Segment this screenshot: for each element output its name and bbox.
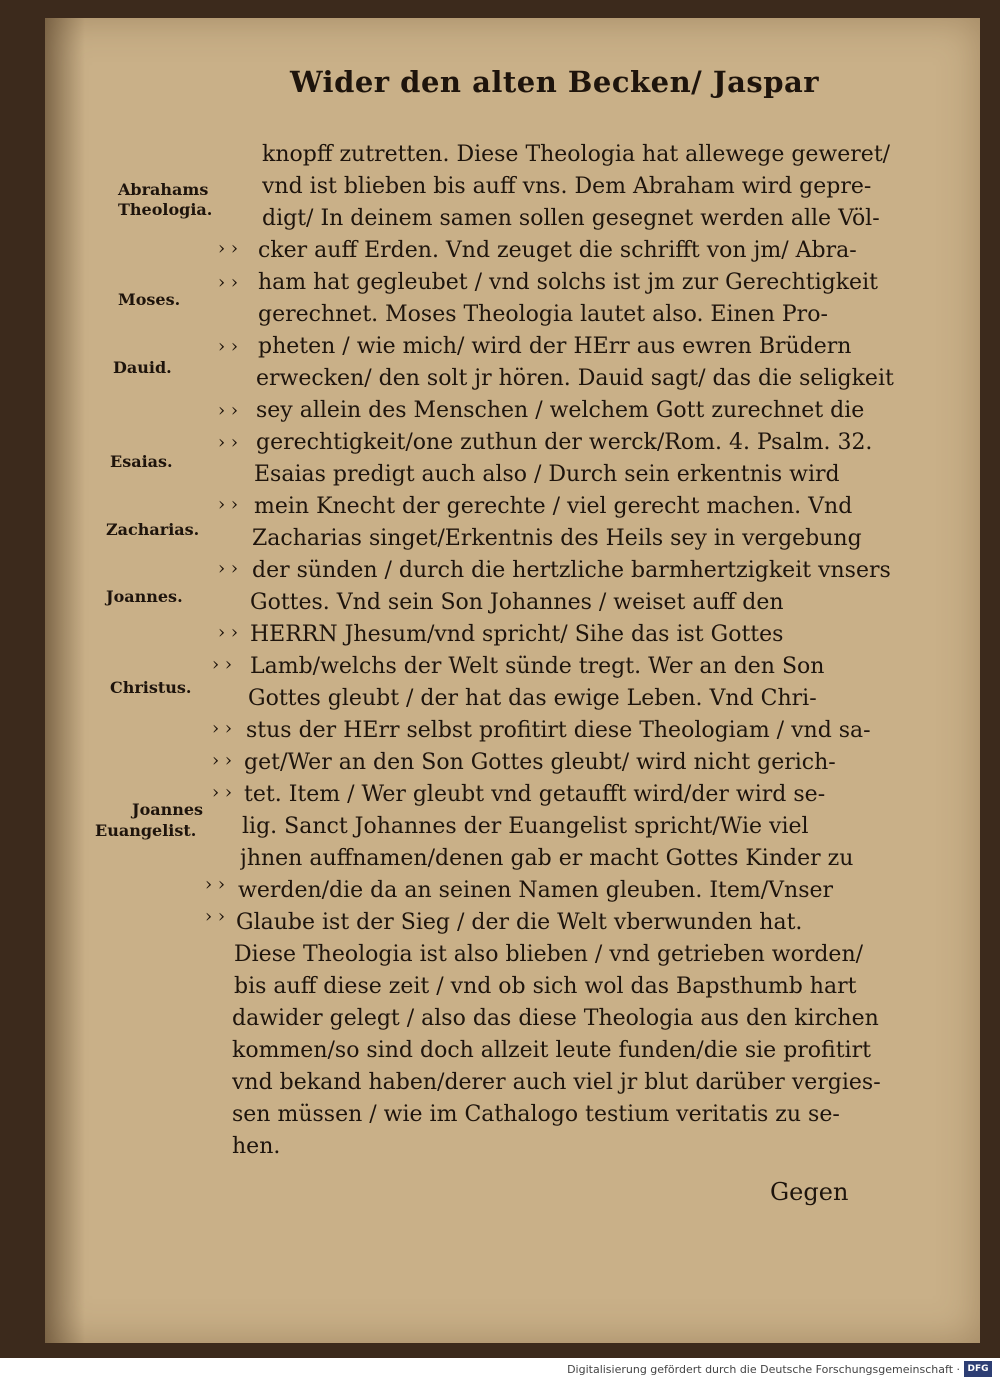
text-line: Diese Theologia ist also blieben / vnd getrieben worden/ — [234, 942, 864, 967]
text-line: sey allein des Menschen / welchem Gott zurechnet die — [256, 398, 865, 423]
dfg-logo-icon: DFG — [964, 1361, 992, 1377]
margin-note-joannes-2: Joannes — [132, 800, 204, 819]
text-line: HERRN Jhesum/vnd spricht/ Sihe das ist Gottes — [250, 622, 784, 647]
spine-shadow — [45, 18, 85, 1343]
text-line: der sünden / durch die hertzliche barmhertzigkeit vnsers — [252, 558, 891, 583]
text-line: ham hat gegleubet / vnd solchs ist jm zur Gerechtigkeit — [258, 270, 878, 295]
margin-note-euangelist: Euangelist. — [95, 821, 197, 840]
text-line: knopff zutretten. Diese Theologia hat allewege geweret/ — [262, 142, 891, 167]
margin-note-esaias: Esaias. — [110, 452, 173, 471]
text-line: stus der HErr selbst profitirt diese Theologiam / vnd sa- — [246, 718, 871, 743]
text-line: vnd ist blieben bis auff vns. Dem Abraham wird gepre- — [262, 174, 872, 199]
catchword: Gegen — [770, 1178, 849, 1206]
text-line: werden/die da an seinen Namen gleuben. Item/Vnser — [238, 878, 834, 903]
text-line: Esaias predigt auch also / Durch sein erkentnis wird — [254, 462, 840, 487]
text-line: Lamb/welchs der Welt sünde tregt. Wer an den Son — [250, 654, 825, 679]
running-head: Wider den alten Becken/ Jaspar — [290, 65, 820, 99]
text-line: sen müssen / wie im Cathalogo testium veritatis zu se- — [232, 1102, 840, 1127]
text-line: lig. Sanct Johannes der Euangelist spricht/Wie viel — [242, 814, 809, 839]
quote-mark: › › — [212, 654, 233, 675]
text-line: pheten / wie mich/ wird der HErr aus ewren Brüdern — [258, 334, 852, 359]
quote-mark: › › — [218, 558, 239, 579]
quote-mark: › › — [218, 272, 239, 293]
quote-mark: › › — [218, 494, 239, 515]
margin-note-christus: Christus. — [110, 678, 192, 697]
text-line: bis auff diese zeit / vnd ob sich wol das Bapsthumb hart — [234, 974, 857, 999]
text-line: Glaube ist der Sieg / der die Welt vberwunden hat. — [236, 910, 803, 935]
text-line: gerechtigkeit/one zuthun der werck/Rom. 4. Psalm. 32. — [256, 430, 873, 455]
text-line: Gottes gleubt / der hat das ewige Leben. Vnd Chri- — [248, 686, 817, 711]
footer-credit: Digitalisierung gefördert durch die Deutsche Forschungsgemeinschaft · — [567, 1363, 960, 1376]
text-line: cker auff Erden. Vnd zeuget die schrifft von jm/ Abra- — [258, 238, 857, 263]
text-line: dawider gelegt / also das diese Theologia aus den kirchen — [232, 1006, 879, 1031]
text-line: Zacharias singet/Erkentnis des Heils sey in vergebung — [252, 526, 862, 551]
text-line: digt/ In deinem samen sollen gesegnet werden alle Völ- — [262, 206, 880, 231]
text-line: gerechnet. Moses Theologia lautet also. Einen Pro- — [258, 302, 828, 327]
quote-mark: › › — [205, 874, 226, 895]
quote-mark: › › — [218, 336, 239, 357]
text-line: kommen/so sind doch allzeit leute funden/die sie profitirt — [232, 1038, 871, 1063]
margin-note-moses: Moses. — [118, 290, 181, 309]
text-line: jhnen auffnamen/denen gab er macht Gottes Kinder zu — [240, 846, 854, 871]
margin-note-theologia: Theologia. — [118, 200, 213, 219]
quote-mark: › › — [212, 782, 233, 803]
text-line: erwecken/ den solt jr hören. Dauid sagt/ das die seligkeit — [256, 366, 894, 391]
quote-mark: › › — [218, 622, 239, 643]
margin-note-zacharias: Zacharias. — [106, 520, 200, 539]
text-line: tet. Item / Wer gleubt vnd getaufft wird/der wird se- — [244, 782, 826, 807]
quote-mark: › › — [218, 238, 239, 259]
quote-mark: › › — [212, 718, 233, 739]
quote-mark: › › — [212, 750, 233, 771]
text-line: mein Knecht der gerechte / viel gerecht machen. Vnd — [254, 494, 853, 519]
margin-note-dauid: Dauid. — [113, 358, 172, 377]
quote-mark: › › — [218, 432, 239, 453]
margin-note-abrahams: Abrahams — [118, 180, 209, 199]
text-line: Gottes. Vnd sein Son Johannes / weiset auff den — [250, 590, 784, 615]
quote-mark: › › — [218, 400, 239, 421]
text-line: hen. — [232, 1134, 281, 1159]
text-line: get/Wer an den Son Gottes gleubt/ wird nicht gerich- — [244, 750, 836, 775]
text-line: vnd bekand haben/derer auch viel jr blut darüber vergies- — [232, 1070, 881, 1095]
quote-mark: › › — [205, 906, 226, 927]
margin-note-joannes: Joannes. — [106, 587, 183, 606]
